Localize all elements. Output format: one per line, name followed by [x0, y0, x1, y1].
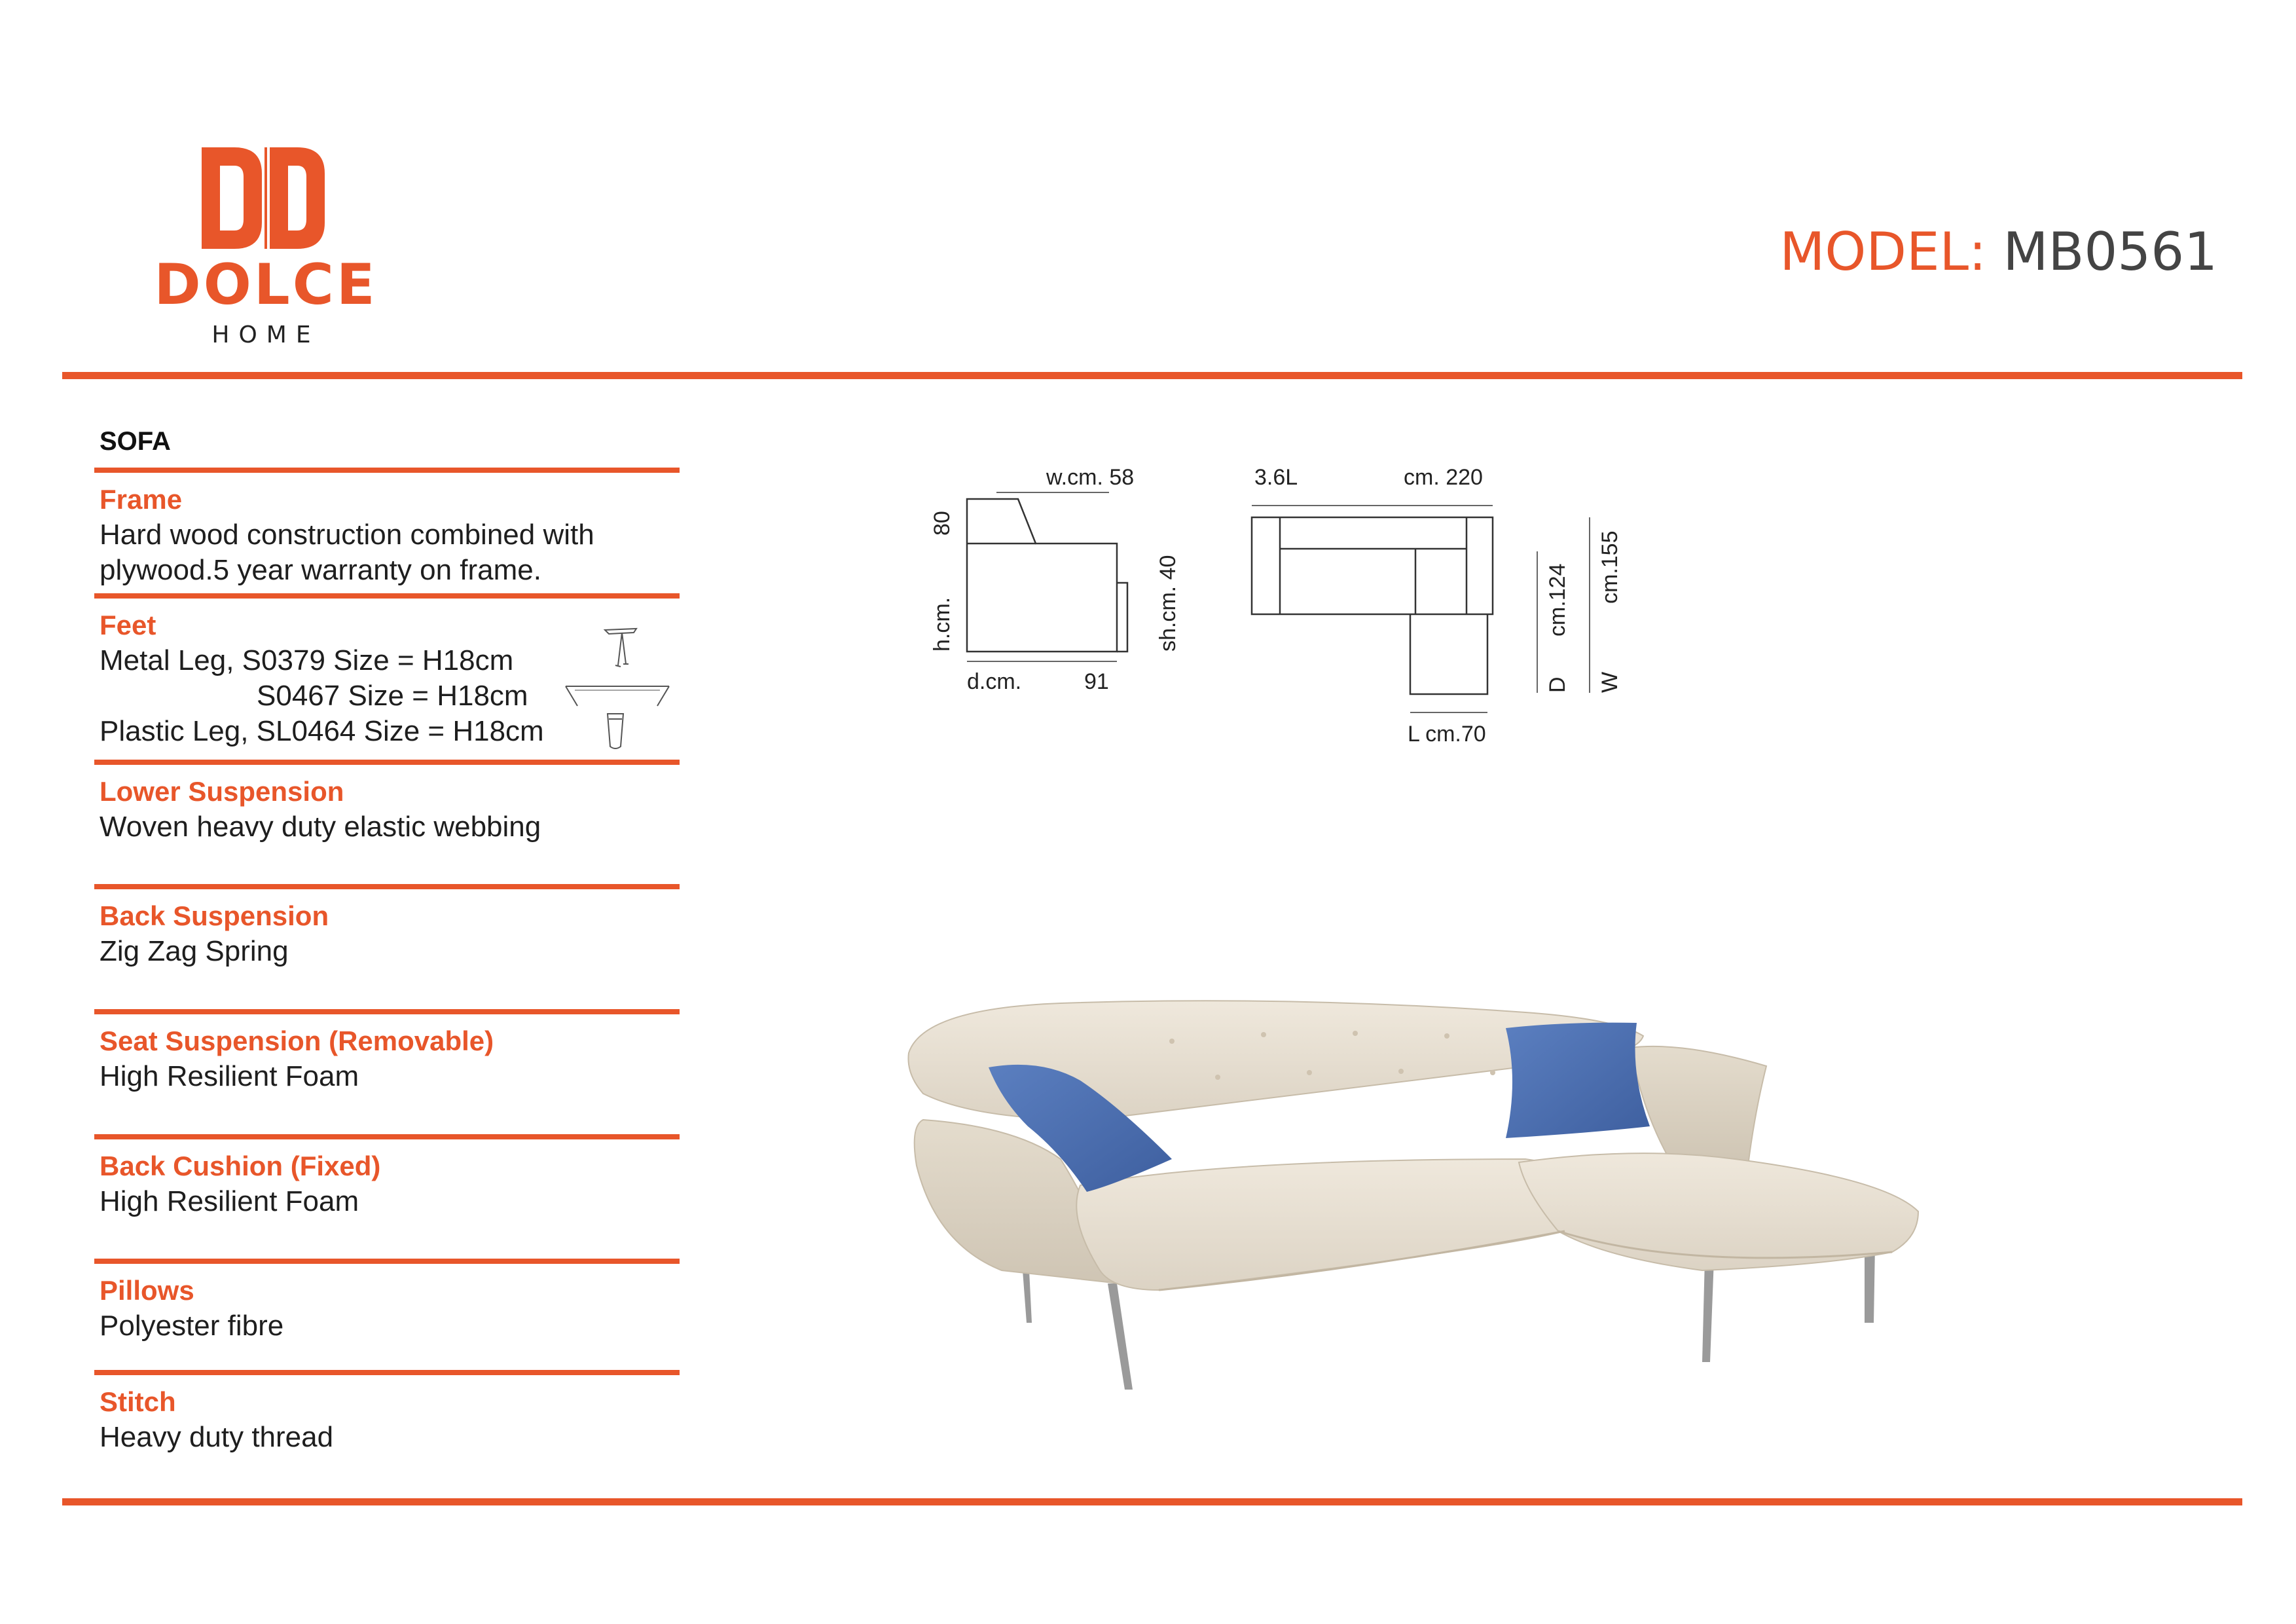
top-depth-letter: D [1545, 676, 1570, 693]
section-divider [94, 1009, 680, 1014]
side-depth-value: 91 [1084, 669, 1109, 694]
section-title: Pillows [100, 1275, 194, 1306]
header-divider [62, 372, 2242, 379]
section-text: Hard wood construction combined with [100, 519, 594, 551]
top-corner-label: 3.6L [1254, 465, 1298, 490]
section-text: High Resilient Foam [100, 1060, 359, 1092]
section-divider [94, 884, 680, 889]
side-height-label: h.cm. [930, 597, 955, 652]
model-label: MODEL: [1779, 221, 1987, 282]
section-title: Back Suspension [100, 900, 329, 931]
side-seat-height-label: sh.cm. 40 [1156, 555, 1180, 652]
section-text: S0467 Size = H18cm [257, 680, 528, 712]
sofa-product-photo [897, 995, 1925, 1408]
right-pillow [1506, 1023, 1650, 1138]
section-title: Stitch [100, 1386, 176, 1417]
model-code: MB0561 [2003, 221, 2217, 282]
section-text: Woven heavy duty elastic webbing [100, 811, 541, 843]
dolce-logo-mark [202, 147, 330, 249]
section-text: High Resilient Foam [100, 1185, 359, 1217]
section-title: Frame [100, 484, 183, 515]
dimension-diagram [890, 452, 1650, 753]
section-title: Seat Suspension (Removable) [100, 1025, 494, 1056]
section-title: Lower Suspension [100, 776, 344, 807]
section-title: Back Cushion (Fixed) [100, 1151, 381, 1181]
section-divider [94, 468, 680, 473]
brand-subtitle: HOME [211, 322, 320, 348]
side-width-label: w.cm. 58 [1046, 465, 1135, 490]
section-text: plywood.5 year warranty on frame. [100, 554, 541, 586]
section-divider [94, 1134, 680, 1139]
top-width-letter: W [1597, 671, 1622, 693]
plastic-leg-sl0464-icon [602, 710, 629, 753]
section-divider [94, 1370, 680, 1375]
top-depth-label: cm.124 [1545, 563, 1570, 637]
section-divider [94, 593, 680, 599]
top-width-label: cm.155 [1597, 530, 1622, 604]
side-height-value: 80 [930, 511, 955, 536]
model-heading [1779, 221, 2217, 282]
spec-title: SOFA [100, 427, 171, 456]
section-divider [94, 1259, 680, 1264]
side-depth-label: d.cm. [967, 669, 1022, 694]
top-chaise-label: L cm.70 [1408, 722, 1486, 747]
side-view-drawing [967, 492, 1127, 661]
metal-leg-s0379-icon [602, 626, 642, 672]
section-text: Zig Zag Spring [100, 935, 289, 967]
section-title: Feet [100, 610, 156, 640]
section-divider [94, 760, 680, 765]
section-text: Heavy duty thread [100, 1421, 334, 1453]
top-length-label: cm. 220 [1404, 465, 1483, 490]
brand-name: DOLCE [154, 252, 378, 318]
top-view-drawing [1252, 506, 1590, 712]
section-text: Plastic Leg, SL0464 Size = H18cm [100, 715, 544, 747]
metal-leg-s0467-icon [562, 681, 673, 710]
footer-divider [62, 1498, 2242, 1505]
section-text: Metal Leg, S0379 Size = H18cm [100, 644, 514, 676]
section-text: Polyester fibre [100, 1310, 284, 1342]
